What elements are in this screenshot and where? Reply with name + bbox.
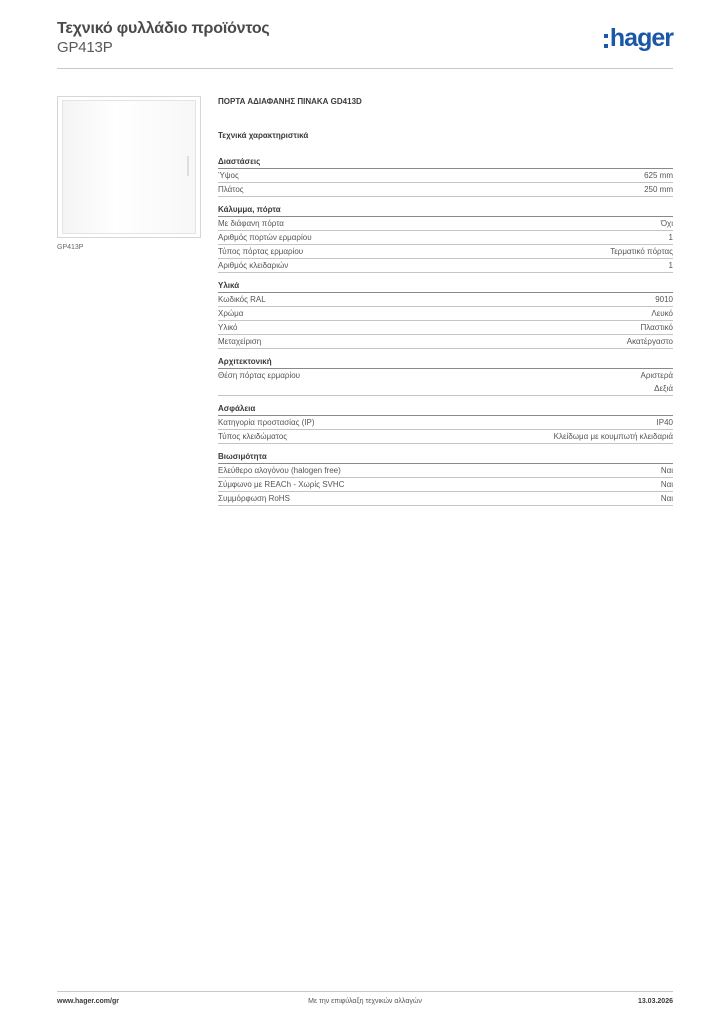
spec-value-cell [661,217,673,230]
spec-row [218,492,673,506]
spec-label: Κατηγορία προστασίας (IP) [218,418,315,427]
spec-label: Μεταχείριση [218,337,262,346]
spec-value-cell [655,293,673,306]
spec-row [218,478,673,492]
logo-mark-icon [604,34,608,48]
product-name: ΠΟΡΤΑ ΑΔΙΑΦΑΝΗΣ ΠΙΝΑΚΑ GD413D [218,97,362,106]
spec-label: Αριθμός πορτών ερμαρίου [218,233,312,242]
spec-value-secondary: Δεξιά [654,384,673,393]
document-title: Τεχνικό φυλλάδιο προϊόντος [57,20,270,37]
spec-group-title: Υλικά [218,280,673,293]
spec-value: 1 [668,233,673,242]
spec-value-cell [661,478,673,491]
spec-value: 9010 [655,295,673,304]
section-heading: Τεχνικά χαρακτηριστικά [218,131,309,140]
spec-value-cell [644,183,673,196]
spec-value-cell [640,321,673,334]
spec-row [218,183,673,197]
hager-logo [604,24,673,52]
spec-row [218,321,673,335]
spec-row [218,231,673,245]
spec-group [218,451,673,506]
spec-value-cell [661,492,673,505]
spec-value: Ναι [660,480,673,489]
spec-value: 1 [668,261,673,270]
logo-text: hager [609,24,673,52]
spec-label: Θέση πόρτας ερμαρίου [218,371,301,380]
product-image [57,96,201,238]
spec-label: Υλικό [218,323,238,332]
spec-group [218,403,673,444]
spec-label: Κωδικός RAL [218,295,266,304]
door-panel-picture [62,100,196,234]
spec-value: Όχι [660,219,673,228]
footer-divider [57,991,673,992]
spec-row [218,293,673,307]
spec-group [218,356,673,396]
spec-row [218,259,673,273]
door-handle [187,156,189,176]
spec-row [218,430,673,444]
spec-group-title: Αρχιτεκτονική [218,356,673,369]
spec-label: Ελεύθερο αλογόνου (halogen free) [218,466,341,475]
spec-label: Τύπος κλειδώματος [218,432,288,441]
spec-value: 625 mm [644,171,673,180]
spec-label: Αριθμός κλειδαριών [218,261,289,270]
spec-label: Σύμφωνο με REACh - Χωρίς SVHC [218,480,345,489]
spec-value: Τερματικό πόρτας [610,247,673,256]
spec-label: Με διάφανη πόρτα [218,219,284,228]
footer-note: Με την επιφύλαξη τεχνικών αλλαγών [308,998,422,1005]
spec-value-cell [661,464,673,477]
spec-value-cell [651,307,673,320]
spec-label: Συμμόρφωση RoHS [218,494,290,503]
spec-group-title: Ασφάλεια [218,403,673,416]
spec-value: IP40 [656,418,673,427]
header-divider [57,68,673,69]
spec-row [218,169,673,183]
spec-value: Ακατέργαστο [626,337,673,346]
spec-row [218,335,673,349]
spec-row [218,464,673,478]
spec-value: Λευκό [651,309,673,318]
spec-row [218,307,673,321]
spec-value-cell [669,231,673,244]
spec-group-title: Κάλυμμα, πόρτα [218,204,673,217]
spec-label: Τύπος πόρτας ερμαρίου [218,247,304,256]
spec-group [218,204,673,273]
spec-value-cell [669,259,673,272]
spec-value-cell [610,245,673,258]
spec-value: 250 mm [644,185,673,194]
footer-url: www.hager.com/gr [57,998,119,1005]
spec-row [218,245,673,259]
spec-label: Ύψος [218,171,239,180]
spec-value-cell [627,335,673,348]
spec-row [218,369,673,396]
spec-value: Αριστερά [640,371,673,380]
spec-label: Πλάτος [218,185,244,194]
spec-value-cell [657,416,673,429]
spec-group-title: Βιωσιμότητα [218,451,673,464]
spec-row [218,416,673,430]
spec-value-cell [644,169,673,182]
spec-value-cell [554,430,673,443]
spec-row [218,217,673,231]
spec-group [218,156,673,197]
spec-area [218,96,673,513]
spec-value: Κλείδωμα με κουμπωτή κλειδαριά [553,432,673,441]
product-code: GP413P [57,39,113,56]
image-caption: GP413P [57,244,84,251]
spec-group-title: Διαστάσεις [218,156,673,169]
spec-value: Πλαστικό [640,323,673,332]
document-header [57,20,673,70]
spec-value: Ναι [660,494,673,503]
spec-group [218,280,673,349]
document-footer [57,998,673,1010]
spec-value: Ναι [660,466,673,475]
spec-groups [218,156,673,506]
spec-value-cell [640,369,673,395]
footer-date: 13.03.2026 [637,998,673,1005]
spec-label: Χρώμα [218,309,244,318]
